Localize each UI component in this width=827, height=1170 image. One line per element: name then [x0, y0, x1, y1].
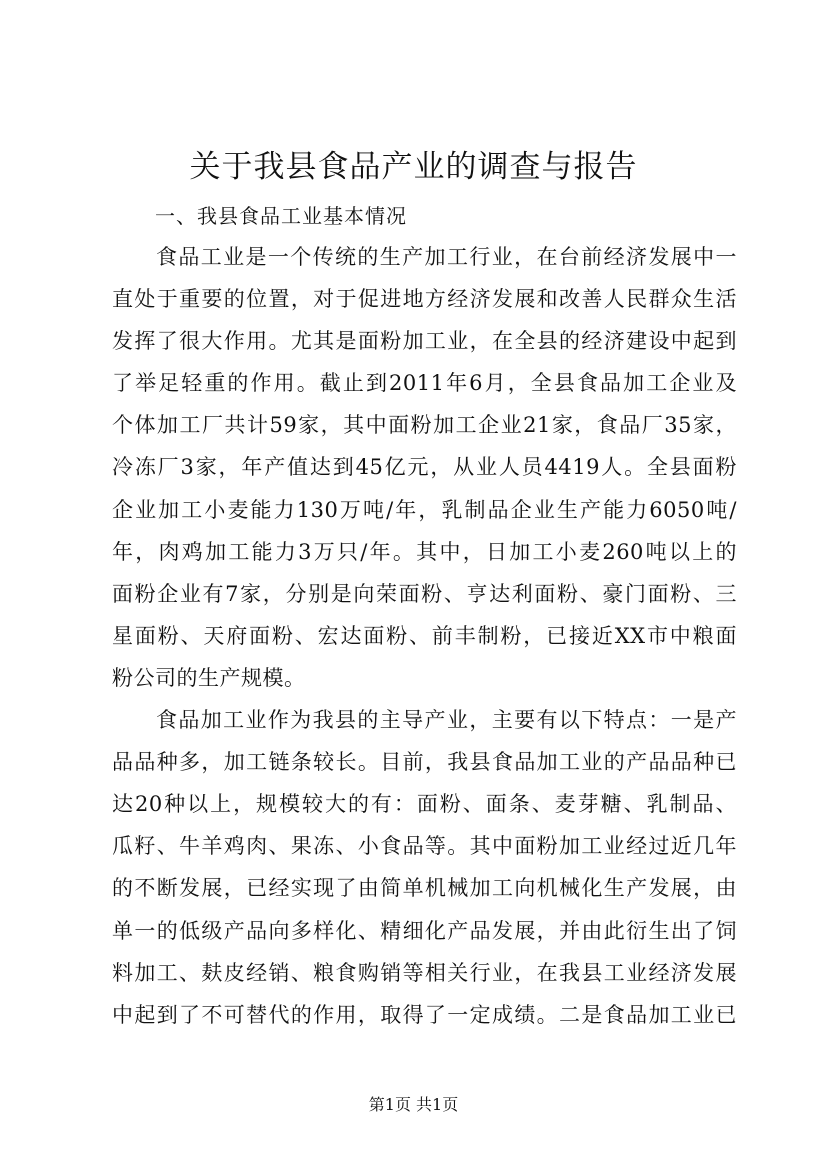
paragraph-2 [112, 699, 737, 1036]
paragraph-line: 中起到了不可替代的作用，取得了一定成绩。二是食品加工业已 [112, 1002, 737, 1027]
paragraph-line: 企业加工小麦能力130万吨/年，乳制品企业生产能力6050吨/ [112, 497, 737, 522]
paragraph-line: 星面粉、天府面粉、宏达面粉、前丰制粉，已接近XX市中粮面 [112, 623, 737, 648]
section-heading: 一、我县食品工业基本情况 [155, 204, 407, 228]
paragraph-line: 品品种多，加工链条较长。目前，我县食品加工业的产品品种已 [112, 750, 737, 775]
paragraph-line: 食品工业是一个传统的生产加工行业，在台前经济发展中一 [156, 245, 737, 269]
paragraph-line: 的不断发展，已经实现了由简单机械加工向机械化生产发展，由 [112, 876, 737, 901]
paragraph-line: 达20种以上，规模较大的有：面粉、面条、麦芽糖、乳制品、 [112, 792, 737, 817]
paragraph-line: 料加工、麸皮经销、粮食购销等相关行业，在我县工业经济发展 [112, 960, 737, 985]
paragraph-line: 冷冻厂3家，年产值达到45亿元，从业人员4419人。全县面粉 [112, 455, 737, 480]
paragraph-line: 发挥了很大作用。尤其是面粉加工业，在全县的经济建设中起到 [112, 329, 737, 354]
paragraph-line: 了举足轻重的作用。截止到2011年6月，全县食品加工企业及 [112, 371, 737, 396]
paragraph-1 [112, 236, 737, 699]
paragraph-line: 食品加工业作为我县的主导产业，主要有以下特点：一是产 [156, 708, 737, 733]
paragraph-line: 粉公司的生产规模。 [112, 665, 306, 690]
paragraph-line: 年，肉鸡加工能力3万只/年。其中，日加工小麦260吨以上的 [112, 539, 737, 564]
paragraph-line: 面粉企业有7家，分别是向荣面粉、亨达利面粉、豪门面粉、三 [112, 581, 737, 606]
paragraph-line: 个体加工厂共计59家，其中面粉加工企业21家，食品厂35家， [112, 413, 737, 438]
document-body [112, 236, 737, 1036]
paragraph-line: 单一的低级产品向多样化、精细化产品发展，并由此衍生出了饲 [112, 918, 737, 943]
paragraph-line: 瓜籽、牛羊鸡肉、果冻、小食品等。其中面粉加工业经过近几年 [112, 834, 737, 859]
page-footer: 第1页 共1页 [368, 1095, 459, 1114]
document-title: 关于我县食品产业的调查与报告 [189, 149, 638, 185]
paragraph-line: 直处于重要的位置，对于促进地方经济发展和改善人民群众生活 [112, 287, 737, 312]
